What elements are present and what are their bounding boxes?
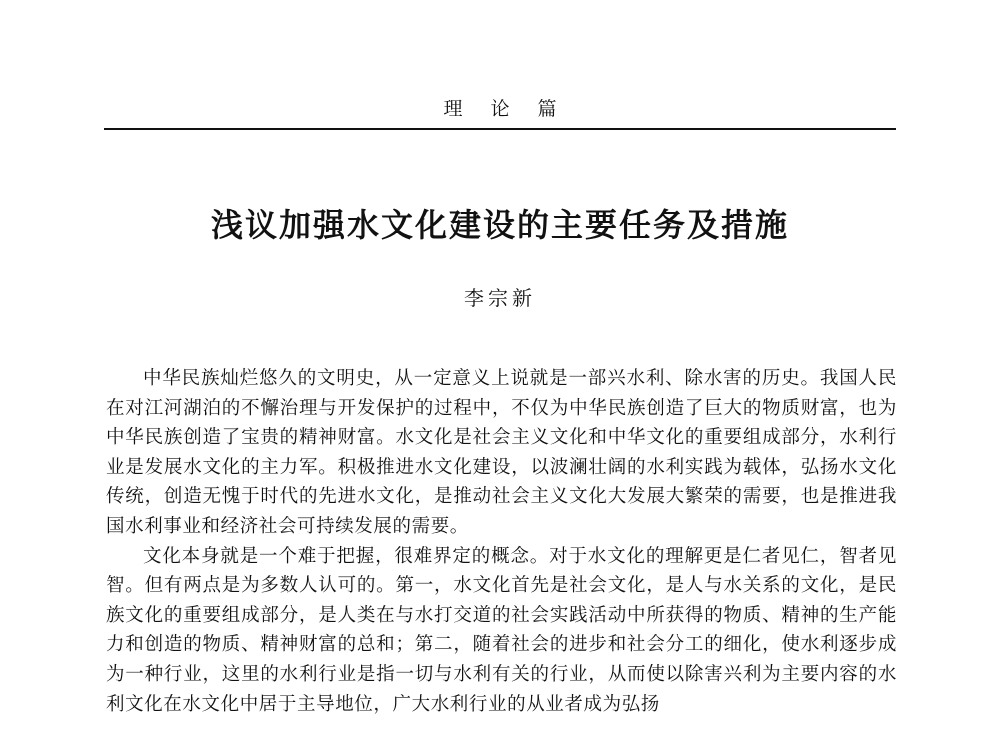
article-author: 李宗新: [464, 286, 536, 310]
section-header: 理论篇: [443, 98, 585, 120]
paragraph-2: 文化本身就是一个难于把握，很难界定的概念。对于水文化的理解更是仁者见仁，智者见智。但有两点是为多数人认可的。第一，水文化首先是社会文化，是人与水关系的文化，是民族文化的重要组成部分，是人类在与水打交道的社会实践活动中所获得的物质、精神的生产能力和创造的物质、精神财富的总和；第二，随着社会的进步和社会分工的细化，使水利逐步成为一种行业，这里的水利行业是指一切与水利有关的行业，从而使以除害兴利为主要内容的水利文化在水文化中居于主导地位，广大水利行业的从业者成为弘扬: [106, 545, 897, 715]
header-rule: [104, 128, 896, 130]
article-body: [106, 364, 897, 719]
article-title: 浅议加强水文化建设的主要任务及措施: [210, 206, 789, 244]
paragraph-1: 中华民族灿烂悠久的文明史，从一定意义上说就是一部兴水利、除水害的历史。我国人民在对江河湖泊的不懈治理与开发保护的过程中，不仅为中华民族创造了巨大的物质财富，也为中华民族创造了宝贵的精神财富。水文化是社会主义文化和中华文化的重要组成部分，水利行业是发展水文化的主力军。积极推进水文化建设，以波澜壮阔的水利实践为载体，弘扬水文化传统，创造无愧于时代的先进水文化，是推动社会主义文化大发展大繁荣的需要，也是推进我国水利事业和经济社会可持续发展的需要。: [106, 368, 897, 537]
